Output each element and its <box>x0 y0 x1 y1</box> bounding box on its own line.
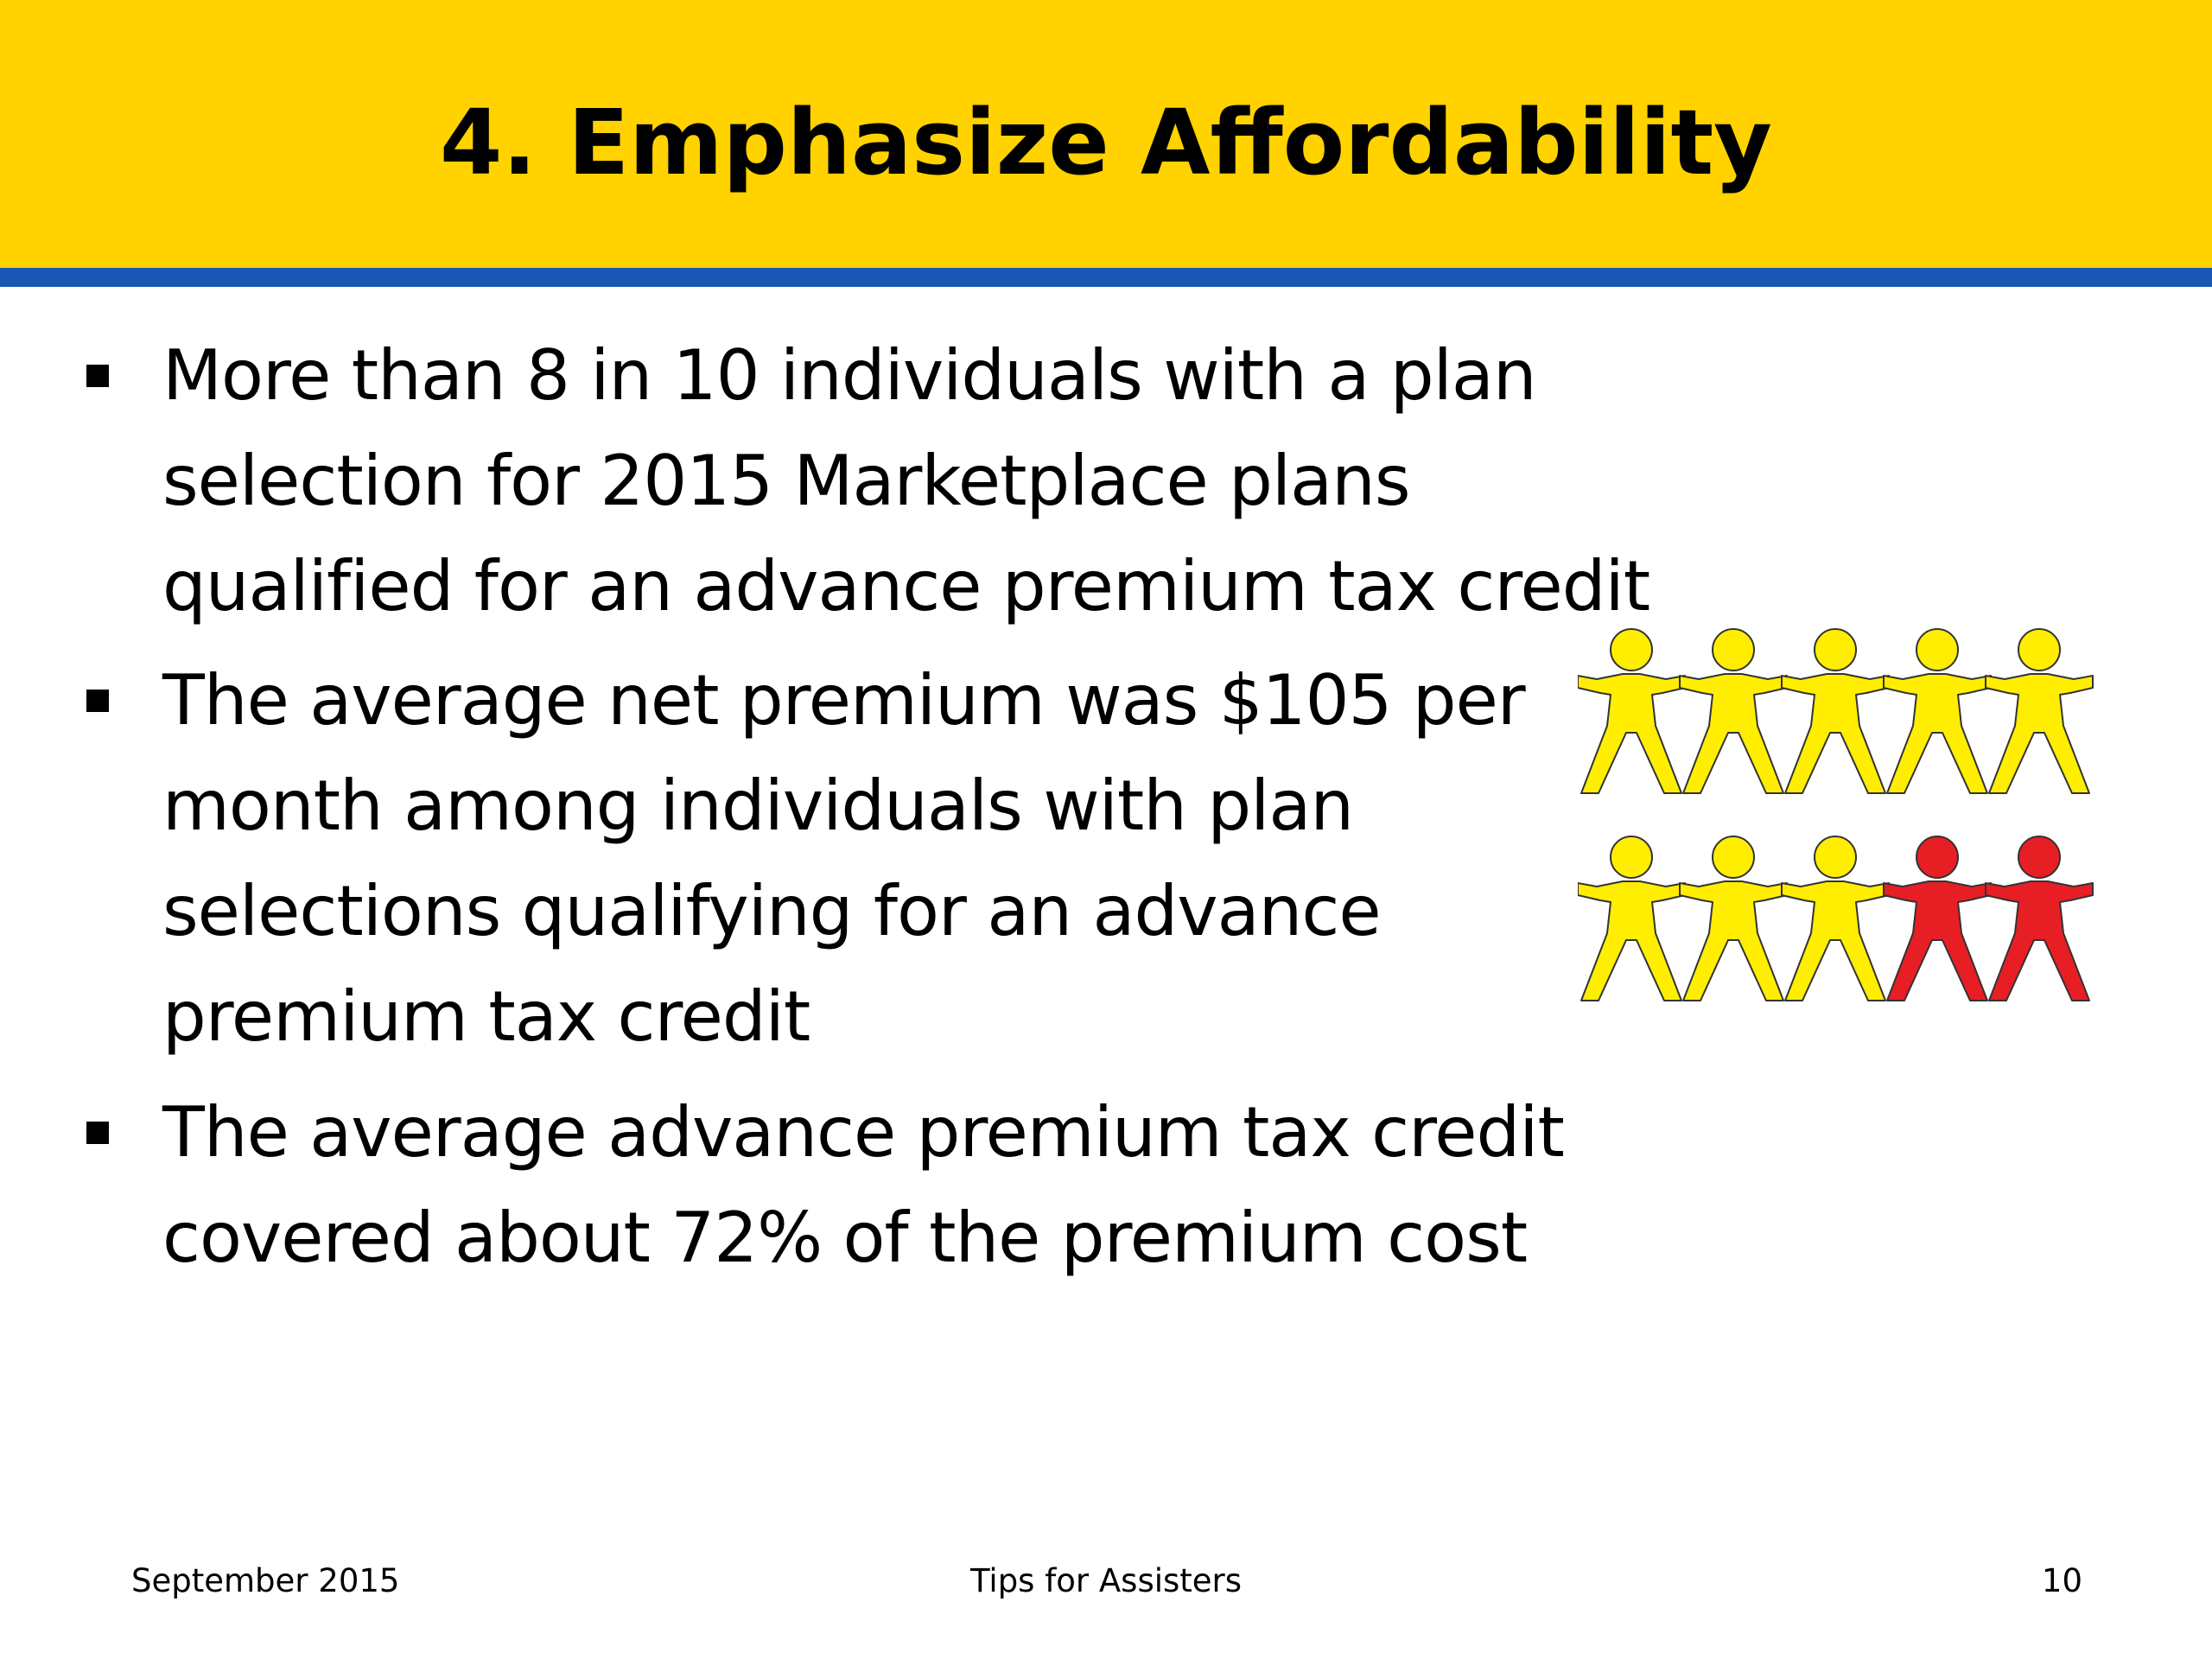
slide-title: 4. Emphasize Affordability <box>440 90 1772 195</box>
paper-person-icon <box>1884 836 1991 1001</box>
person-body <box>1578 881 1685 1001</box>
person-body <box>1884 881 1991 1001</box>
person-body <box>1986 881 2093 1001</box>
people-row <box>1578 629 2093 793</box>
person-head <box>1815 836 1856 878</box>
paper-person-icon <box>1986 836 2093 1001</box>
paper-person-icon <box>1782 629 1889 793</box>
page-number: 10 <box>2041 1562 2082 1599</box>
person-head <box>1611 629 1652 671</box>
paper-person-icon <box>1680 629 1787 793</box>
person-head <box>1611 836 1652 878</box>
person-body <box>1782 881 1889 1001</box>
bullet-text: More than 8 in 10 individuals with a plan selection for 2015 Marketplace plans qualified for an advance premium tax credit <box>162 335 1650 626</box>
person-head <box>1713 629 1754 671</box>
person-body <box>1986 674 2093 793</box>
paper-person-icon <box>1884 629 1991 793</box>
footer-title: Tips for Assisters <box>969 1562 1243 1599</box>
person-body <box>1680 674 1787 793</box>
person-head <box>1713 836 1754 878</box>
person-body <box>1884 674 1991 793</box>
paper-person-icon <box>1680 836 1787 1001</box>
person-head <box>2018 629 2060 671</box>
square-bullet-icon <box>86 690 109 712</box>
person-head <box>1916 836 1958 878</box>
bullet-text: The average advance premium tax credit covered about 72% of the premium cost <box>162 1092 1564 1278</box>
paper-people-chain-icon <box>1578 624 2100 1013</box>
paper-person-icon <box>1578 629 1685 793</box>
paper-person-icon <box>1986 629 2093 793</box>
footer-date: September 2015 <box>131 1562 400 1599</box>
person-head <box>1815 629 1856 671</box>
bullet-text: The average net premium was $105 per month among individuals with plan selections qualifying for an advance premium tax credit <box>162 660 1525 1057</box>
square-bullet-icon <box>86 1122 109 1144</box>
square-bullet-icon <box>86 365 109 387</box>
person-body <box>1680 881 1787 1001</box>
person-body <box>1578 674 1685 793</box>
paper-person-icon <box>1782 836 1889 1001</box>
person-head <box>1916 629 1958 671</box>
people-row <box>1578 836 2093 1001</box>
paper-person-icon <box>1578 836 1685 1001</box>
person-head <box>2018 836 2060 878</box>
person-body <box>1782 674 1889 793</box>
